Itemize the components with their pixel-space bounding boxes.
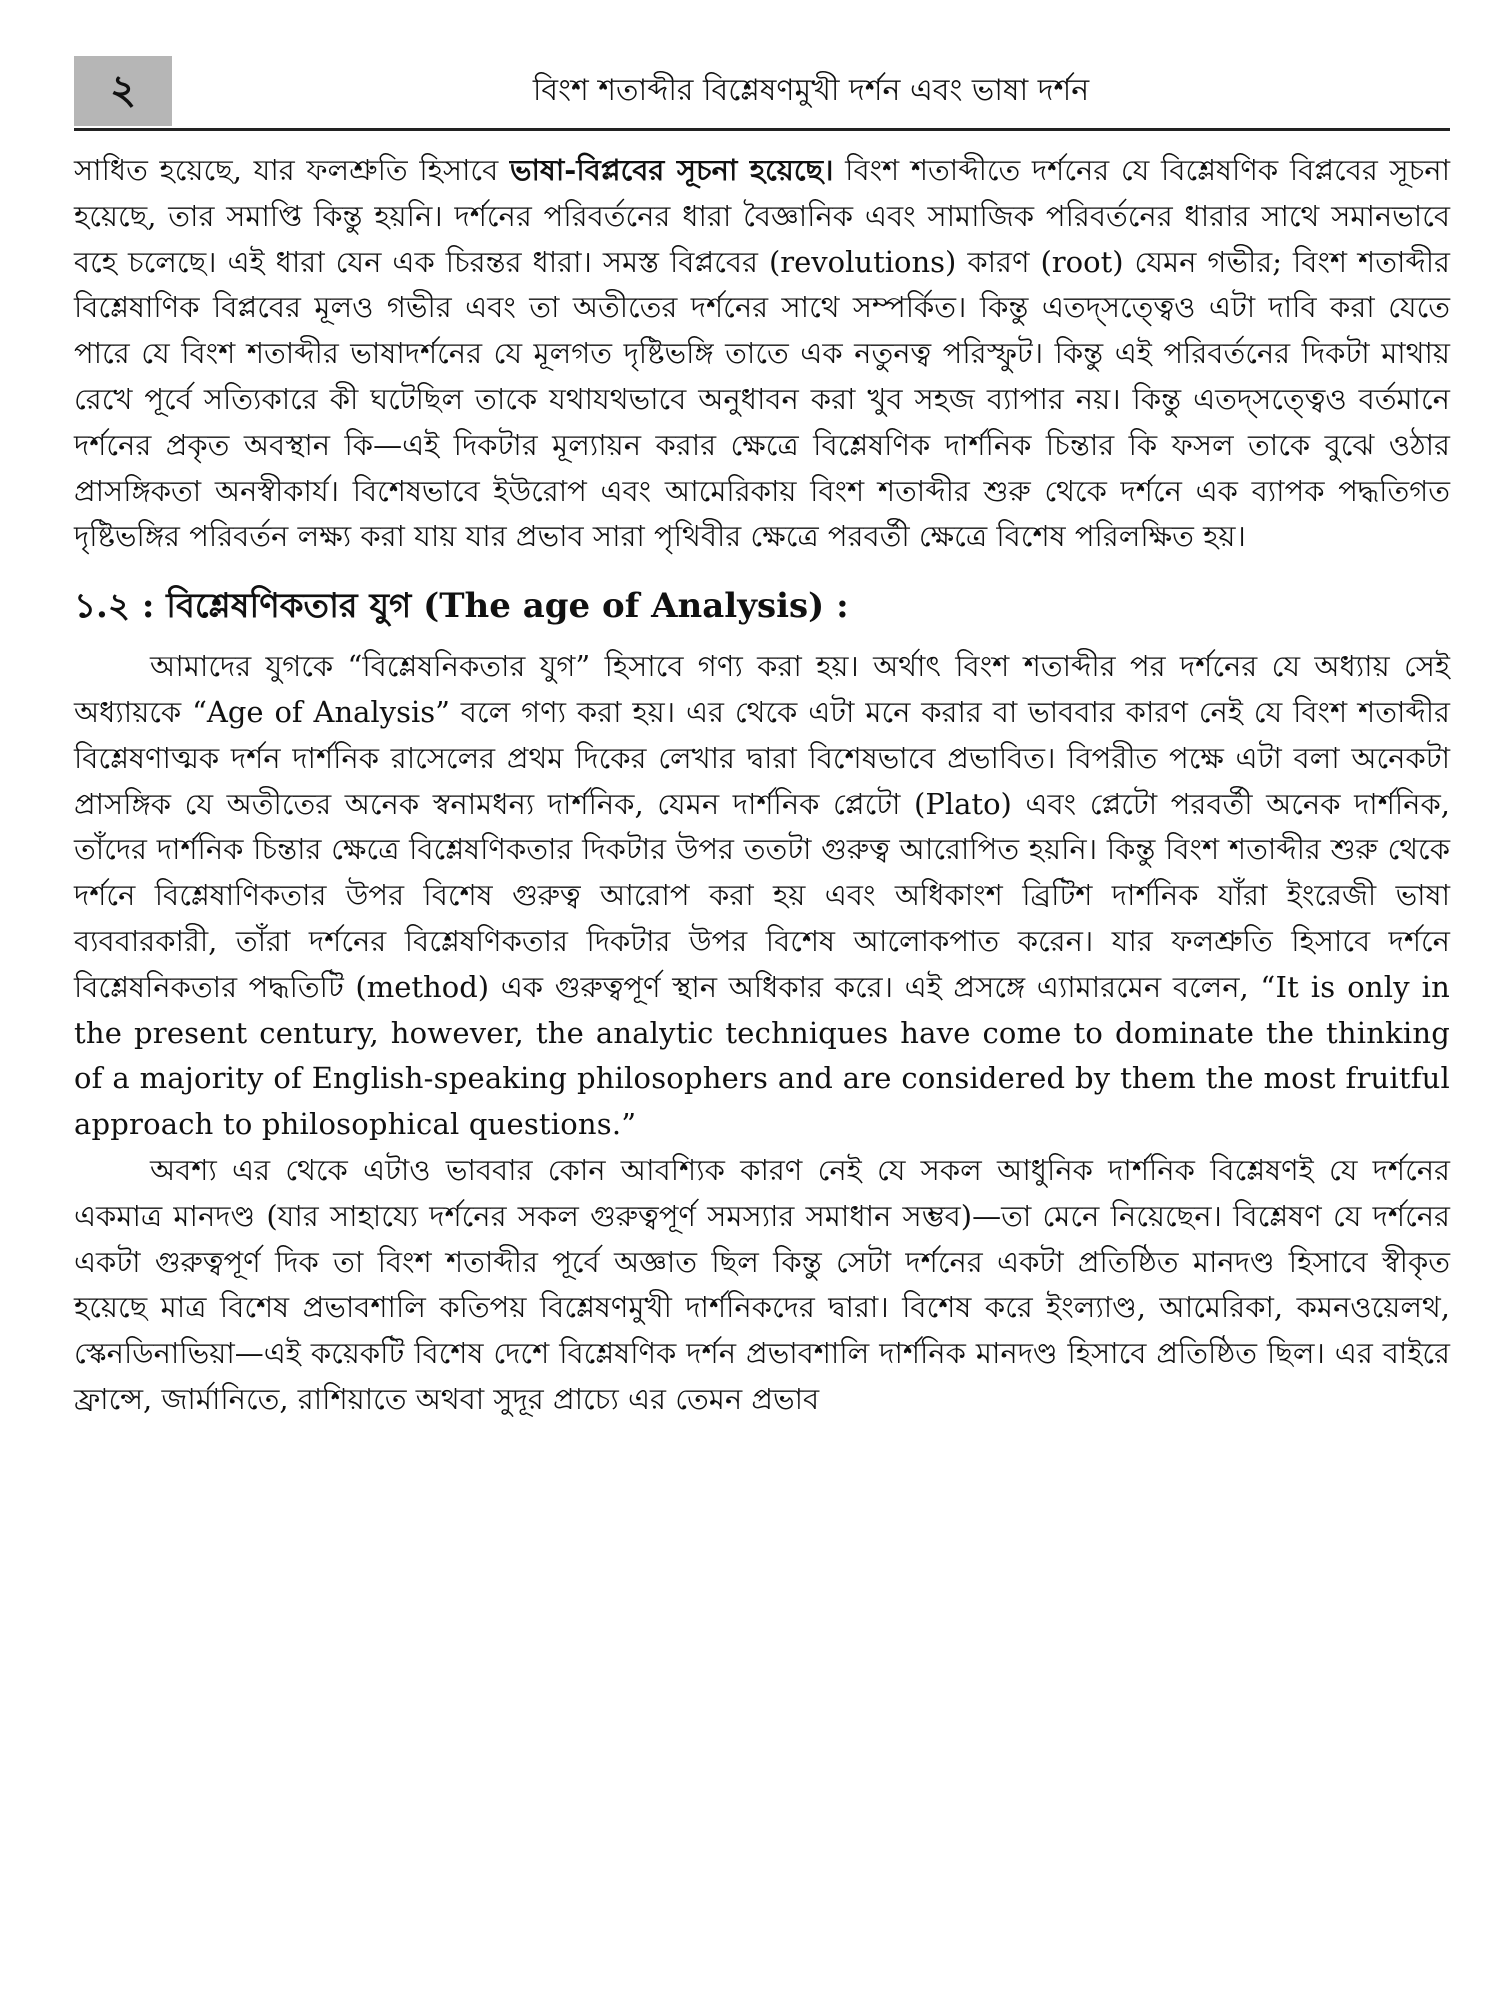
paragraph-analysis: [74, 644, 1450, 1148]
paragraph-intro: [74, 148, 1450, 560]
paragraph-intro-bold: ভাষা-বিপ্লবের সূচনা হয়েছে।: [509, 153, 834, 187]
header-rule: [74, 128, 1450, 131]
paragraph-intro-rest: বিংশ শতাব্দীতে দর্শনের যে বিশ্লেষণিক বিপ্লবের সূচনা হয়েছে, তার সমাপ্তি কিন্তু হয়নি। দর্শনের পরিবর্তনের ধারা বৈজ্ঞানিক এবং সামাজিক পরিবর্তনের ধারার সাথে সমানভাবে বহে চলেছে। এই ধারা যেন এক চিরন্তর ধারা। সমস্ত বিপ্লবের (revolutions) কারণ (root) যেমন গভীর; বিংশ শতাব্দীর বিশ্লেষাণিক বিপ্লবের মূলও গভীর এবং তা অতীতের দর্শনের সাথে সম্পর্কিত। কিন্তু এতদ্সত্ত্বেও এটা দাবি করা যেতে পারে যে বিংশ শতাব্দীর ভাষাদর্শনের যে মূলগত দৃষ্টিভঙ্গি তাতে এক নতুনত্ব পরিস্ফুট। কিন্তু এই পরিবর্তনের দিকটা মাথায় রেখে পূর্বে সত্যিকারে কী ঘটেছিল তাকে যথাযথভাবে অনুধাবন করা খুব সহজ ব্যাপার নয়। কিন্তু এতদ্সত্ত্বেও বর্তমানে দর্শনের প্রকৃত অবস্থান কি—এই দিকটার মূল্যায়ন করার ক্ষেত্রে বিশ্লেষণিক দার্শনিক চিন্তার কি ফসল তাকে বুঝে ওঠার প্রাসঙ্গিকতা অনস্বীকার্য। বিশেষভাবে ইউরোপ এবং আমেরিকায় বিংশ শতাব্দীর শুরু থেকে দর্শনে এক ব্যাপক পদ্ধতিগত দৃষ্টিভঙ্গির পরিবর্তন লক্ষ্য করা যায় যার প্রভাব সারা পৃথিবীর ক্ষেত্রে পরবর্তী ক্ষেত্রে বিশেষ পরিলক্ষিত হয়।: [74, 153, 1450, 554]
page-header: [74, 56, 1450, 130]
quote-english: “It is only in the present century, however, the analytic techniques have come to dominate the thinking of a majority of English-speaking philosophers and are considered by them the most fruitful approach to philosophical questions.”: [74, 969, 1451, 1142]
paragraph-intro-lead: সাধিত হয়েছে, যার ফলশ্রুতি হিসাবে: [74, 153, 510, 187]
section-heading: ১.২ : বিশ্লেষণিকতার যুগ (The age of Analysis) :: [74, 586, 849, 627]
paragraph-modern: অবশ্য এর থেকে এটাও ভাববার কোন আবশ্যিক কারণ নেই যে সকল আধুনিক দার্শনিক বিশ্লেষণই যে দর্শনের একমাত্র মানদণ্ড (যার সাহায্যে দর্শনের সকল গুরুত্বপূর্ণ সমস্যার সমাধান সম্ভব)—তা মেনে নিয়েছেন। বিশ্লেষণ যে দর্শনের একটা গুরুত্বপূর্ণ দিক তা বিংশ শতাব্দীর পূর্বে অজ্ঞাত ছিল কিন্তু সেটা দর্শনের একটা প্রতিষ্ঠিত মানদণ্ড হিসাবে স্বীকৃত হয়েছে মাত্র বিশেষ প্রভাবশালি কতিপয় বিশ্লেষণমুখী দার্শনিকদের দ্বারা। বিশেষ করে ইংল্যাণ্ড, আমেরিকা, কমনওয়েলথ, স্কেনডিনাভিয়া—এই কয়েকটি বিশেষ দেশে বিশ্লেষণিক দর্শন প্রভাবশালি দার্শনিক মানদণ্ড হিসাবে প্রতিষ্ঠিত ছিল। এর বাইরে ফ্রান্সে, জার্মানিতে, রাশিয়াতে অথবা সুদূর প্রাচ্যে এর তেমন প্রভাব: [74, 1152, 1450, 1416]
paragraph-analysis-text: আমাদের যুগকে “বিশ্লেষনিকতার যুগ” হিসাবে গণ্য করা হয়। অর্থাৎ বিংশ শতাব্দীর পর দর্শনের যে অধ্যায় সেই অধ্যায়কে “Age of Analysis” বলে গণ্য করা হয়। এর থেকে এটা মনে করার বা ভাববার কারণ নেই যে বিংশ শতাব্দীর বিশ্লেষণাত্মক দর্শন দার্শনিক রাসেলের প্রথম দিকের লেখার দ্বারা বিশেষভাবে প্রভাবিত। বিপরীত পক্ষে এটা বলা অনেকটা প্রাসঙ্গিক যে অতীতের অনেক স্বনামধন্য দার্শনিক, যেমন দার্শনিক প্লেটো (Plato) এবং প্লেটো পরবর্তী অনেক দার্শনিক, তাঁদের দার্শনিক চিন্তার ক্ষেত্রে বিশ্লেষণিকতার দিকটার উপর ততটা গুরুত্ব আরোপিত হয়নি। কিন্তু বিংশ শতাব্দীর শুরু থেকে দর্শনে বিশ্লেষাণিকতার উপর বিশেষ গুরুত্ব আরোপ করা হয় এবং অধিকাংশ ব্রিটিশ দার্শনিক যাঁরা ইংরেজী ভাষা ব্যববারকারী, তাঁরা দর্শনের বিশ্লেষণিকতার দিকটার উপর বিশেষ আলোকপাত করেন। যার ফলশ্রুতি হিসাবে দর্শনে বিশ্লেষনিকতার পদ্ধতিটি (method) এক গুরুত্বপূর্ণ স্থান অধিকার করে। এই প্রসঙ্গে এ্যামারমেন বলেন,: [74, 649, 1450, 1004]
page-number: ২: [74, 56, 172, 126]
page-body: [74, 148, 1450, 1423]
running-title: বিংশ শতাব্দীর বিশ্লেষণমুখী দর্শন এবং ভাষা দর্শন: [532, 72, 1090, 108]
